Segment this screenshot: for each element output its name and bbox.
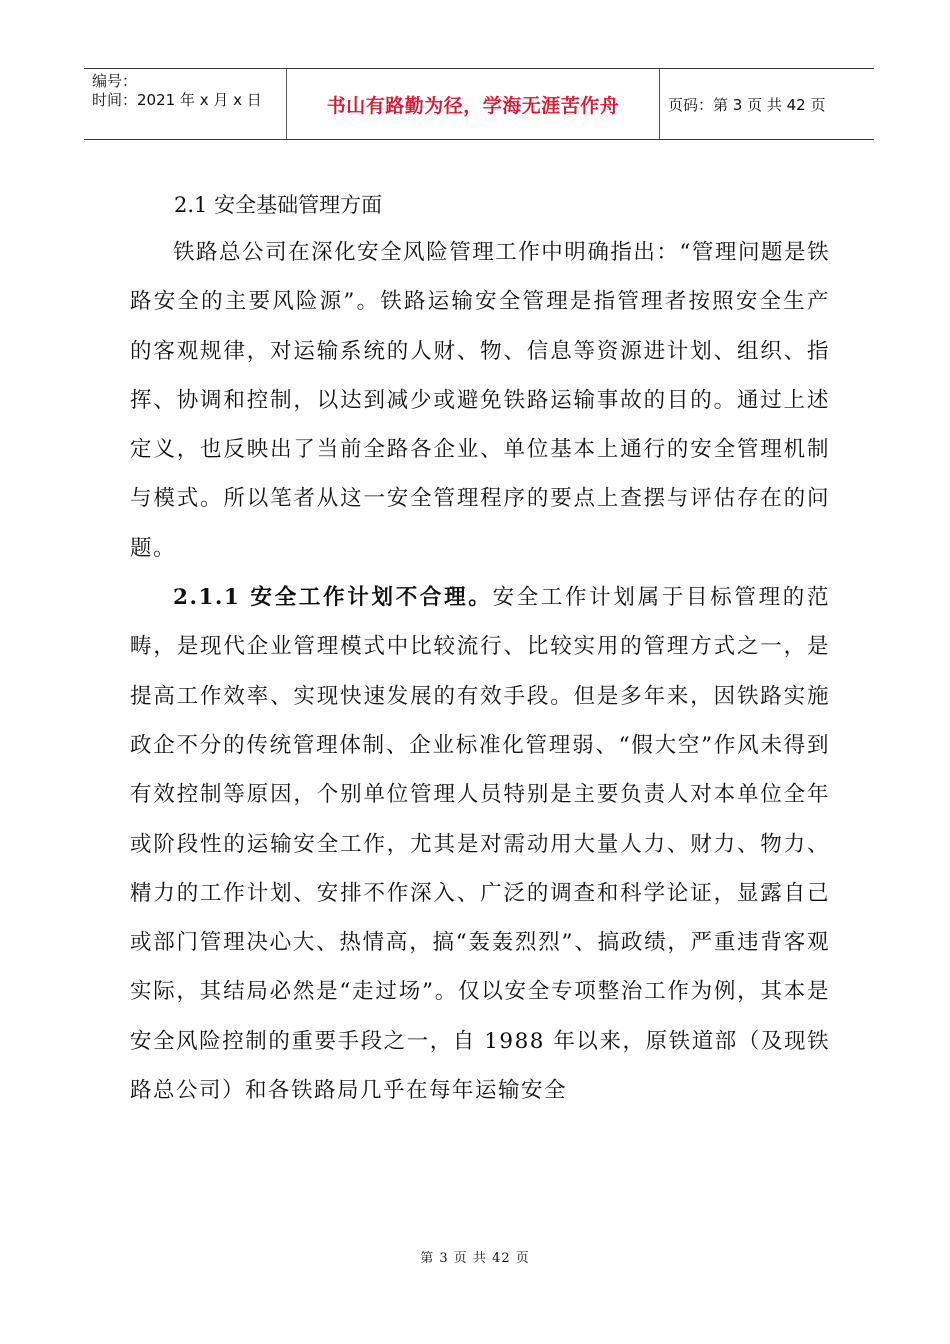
page-header <box>84 68 874 140</box>
paragraph-1: 铁路总公司在深化安全风险管理工作中明确指出：“管理问题是铁路安全的主要风险源”。铁路运输安全管理是指管理者按照安全生产的客观规律，对运输系统的人财、物、信息等资源进计划、组织、指挥、协调和控制，以达到减少或避免铁路运输事故的目的。通过上述定义，也反映出了当前全路各企业、单位基本上通行的安全管理机制与模式。所以笔者从这一安全管理程序的要点上查摆与评估存在的问题。 <box>130 240 830 561</box>
subsection-heading: 2.1.1 安全工作计划不合理。 <box>173 585 493 611</box>
header-meta <box>84 69 287 139</box>
document-number-label: 编号： <box>92 72 138 90</box>
paragraph-2-text: 安全工作计划属于目标管理的范畴，是现代企业管理模式中比较流行、比较实用的管理方式之一，是提高工作效率、实现快速发展的有效手段。但是多年来，因铁路实施政企不分的传统管理体制、企业标准化管理弱、“假大空”作风未得到有效控制等原因，个别单位管理人员特别是主要负责人对本单位全年或阶段性的运输安全工作，尤其是对需动用大量人力、财力、物力、精力的工作计划、安排不作深入、广泛的调查和科学论证，显露自己或部门管理决心大、热情高，搞“轰轰烈烈”、搞政绩，严重违背客观实际，其结局必然是“走过场”。仅以安全专项整治工作为例，其本是安全风险控制的重要手段之一，自 1988 年以来，原铁道部（及现铁路总公司）和各铁路局几乎在每年运输安全 <box>130 585 830 1104</box>
header-page-info: 页码：第 3 页 共 42 页 <box>668 95 826 114</box>
page-footer: 第 3 页 共 42 页 <box>420 1251 530 1266</box>
document-date: 时间：2021 年 x 月 x 日 <box>92 91 262 109</box>
header-motto: 书山有路勤为径，学海无涯苦作舟 <box>287 69 660 139</box>
paragraph-2 <box>130 573 830 1115</box>
section-heading: 2.1 安全基础管理方面 <box>174 193 383 217</box>
document-body <box>130 186 830 1115</box>
